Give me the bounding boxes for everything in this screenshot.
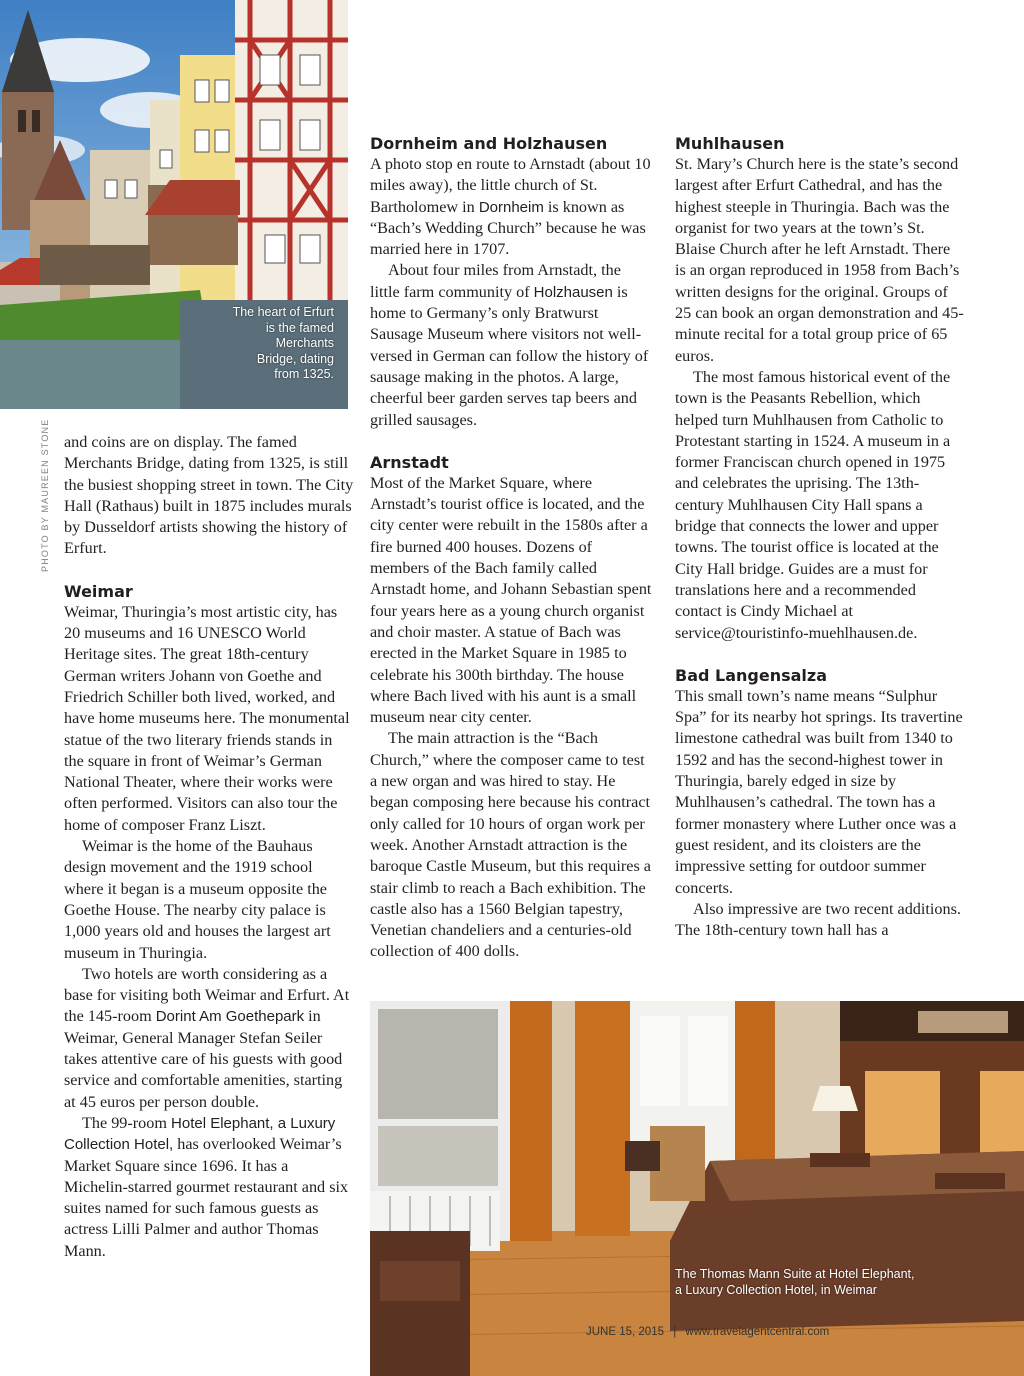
text-run: A photo stop en route to Arnstadt (about 10 miles away), the little church of St. Bartholomew in bbox=[370, 155, 651, 216]
caption-line: from 1325. bbox=[274, 367, 334, 382]
text-run: has overlooked Weimar’s Market Square since 1696. It has a Michelin-starred gourmet restaurant and six suites named for such famous guests as actress Lilli Palmer and author Thomas Mann. bbox=[64, 1135, 349, 1260]
place-name-holzhausen: Holzhausen bbox=[533, 283, 613, 301]
place-name-dornheim: Dornheim bbox=[478, 198, 544, 216]
section-heading-langensalza: Bad Langensalza bbox=[675, 665, 828, 685]
text-run: in Weimar, General Manager Stefan Seiler takes attentive care of his guests with good service and comfortable amenities, starting at 45 euros per person double. bbox=[64, 1007, 343, 1111]
text-run: is known as “Bach’s Wedding Church” because he was married here in 1707. bbox=[370, 197, 646, 259]
caption-line: Merchants bbox=[275, 336, 334, 351]
arnstadt-paragraph-1: Most of the Market Square, where Arnstadt’s tourist office is located, and the city center were rebuilt in the 1580s after a fire burned 400 houses. Dozens of members of the Bach family called Arnstadt home, and Johann Sebastian spent four years here as a young church organist and choir master. A statue of Bach was erected in the Market Square in 1985 to celebrate his 300th birthday. The house where Bach lived with his aunt is a small museum near city center. bbox=[370, 473, 652, 727]
muhlhausen-paragraph-1: St. Mary’s Church here is the state’s second largest after Erfurt Cathedral, and has the highest steeple in Thuringia. Bach was the organist for two years at the town’s St. Blaise Church after he left Arnstadt. There is an organ reproduced in 1958 from Bach’s written designs for the original. Groups of 25 can book an organ demonstration and 45-minute recital for a total group price of 65 euros. bbox=[675, 155, 964, 365]
column-2 bbox=[370, 133, 654, 963]
erfurt-paragraph: and coins are on display. The famed Merchants Bridge, dating from 1325, is still the busiest shopping street in town. The City Hall (Rathaus) built in 1875 includes murals by Dusseldorf artists showing the history of Erfurt. bbox=[64, 433, 354, 558]
muhlhausen-paragraph-2: The most famous historical event of the town is the Peasants Rebellion, which helped turn Muhlhausen from Catholic to Protestant starting in 1524. A museum in a former Franciscan church opened in 1975 and celebrates the uprising. The 13th-century Muhlhausen City Hall spans a bridge that connects the lower and upper towns. The tourist office is located at the City Hall bridge. Guides are a must for translations here and a recommended contact is Cindy Michael at service@touristinfo-muehlhausen.de. bbox=[675, 367, 951, 642]
caption-line: The heart of Erfurt bbox=[232, 305, 334, 319]
weimar-paragraph-1: Weimar, Thuringia’s most artistic city, has 20 museums and 16 UNESCO World Heritage sites. The great 18th-century German writers Johann von Goethe and Friedrich Schiller both lived, worked, and have home museums here. The monumental statue of the two literary friends stands in the square in front of Weimar’s German National Theater, where their works were often performed. Visitors can also tour the home of composer Franz Liszt. bbox=[64, 602, 350, 834]
caption-line: Bridge, dating bbox=[256, 351, 334, 366]
page-footer bbox=[586, 1326, 829, 1338]
column-3 bbox=[675, 133, 965, 941]
text-run: The 99-room bbox=[82, 1113, 172, 1132]
footer-separator: | bbox=[673, 1326, 677, 1338]
section-heading-muhlhausen: Muhlhausen bbox=[675, 134, 785, 153]
website-link[interactable]: www.travelagentcentral.com bbox=[685, 1326, 830, 1338]
hotel-photo-caption bbox=[675, 1267, 1005, 1298]
text-run: Two hotels are worth considering as a base for visiting both Weimar and Erfurt. At the 145-room bbox=[64, 964, 350, 1026]
caption-line: The Thomas Mann Suite at Hotel Elephant, bbox=[675, 1267, 915, 1281]
thomas-mann-suite-illustration bbox=[370, 1001, 1024, 1376]
caption-line: is the famed bbox=[265, 320, 334, 335]
caption-line: a Luxury Collection Hotel, in Weimar bbox=[675, 1282, 877, 1297]
weimar-paragraph-2: Weimar is the home of the Bauhaus design movement and the 1919 school where it began is a museum opposite the Goethe House. The nearby city palace is 1,000 years old and houses the largest art museum in Thuringia. bbox=[64, 837, 331, 962]
dornheim-paragraph-1 bbox=[370, 154, 654, 260]
dornheim-paragraph-2 bbox=[370, 260, 654, 430]
erfurt-photo-caption bbox=[198, 305, 334, 383]
weimar-paragraph-3 bbox=[64, 964, 354, 1113]
arnstadt-paragraph-2: The main attraction is the “Bach Church,” where the composer came to test a new organ and was hired to stay. He began composing here because his contract only called for 10 hours of organ work per week. Another Arnstadt attraction is the baroque Castle Museum, but this requires a stair climb to reach a Bach exhibition. The castle also has a 1560 Belgian tapestry, Venetian chandeliers and a centuries-old collection of 400 dolls. bbox=[370, 729, 651, 961]
text-run: is home to Germany’s only Bratwurst Sausage Museum where visitors not well-versed in German can follow the history of sausage making in the photos. A large, cheerful beer garden serves tap beers and grilled sausages. bbox=[370, 282, 649, 429]
text-run: About four miles from Arnstadt, the little farm community of bbox=[370, 261, 621, 301]
hotel-room-photo bbox=[370, 1001, 1024, 1376]
section-heading-dornheim: Dornheim and Holzhausen bbox=[370, 134, 608, 153]
weimar-paragraph-4 bbox=[64, 1113, 354, 1262]
column-1 bbox=[64, 432, 354, 1262]
hotel-name-elephant: Hotel Elephant, a Luxury Collection Hotel, bbox=[64, 1114, 336, 1154]
issue-date: JUNE 15, 2015 bbox=[586, 1326, 664, 1338]
photo-credit: PHOTO BY MAUREEN STONE bbox=[40, 418, 50, 572]
langensalza-paragraph-2: Also impressive are two recent additions. The 18th-century town hall has a bbox=[675, 899, 961, 940]
langensalza-paragraph-1: This small town’s name means “Sulphur Spa” for its nearby hot springs. Its travertine limestone cathedral was built from 1340 to 1592 and has the second-highest tower in Thuringia, barely edged in size by Muhlhausen’s cathedral. The town has a former monastery where Luther once was a guest resident, and its cloisters are the impressive setting for outdoor summer concerts. bbox=[675, 686, 963, 897]
hotel-name-dorint: Dorint Am Goethepark bbox=[155, 1008, 305, 1026]
section-heading-arnstadt: Arnstadt bbox=[370, 452, 449, 472]
section-heading-weimar: Weimar bbox=[64, 581, 133, 601]
